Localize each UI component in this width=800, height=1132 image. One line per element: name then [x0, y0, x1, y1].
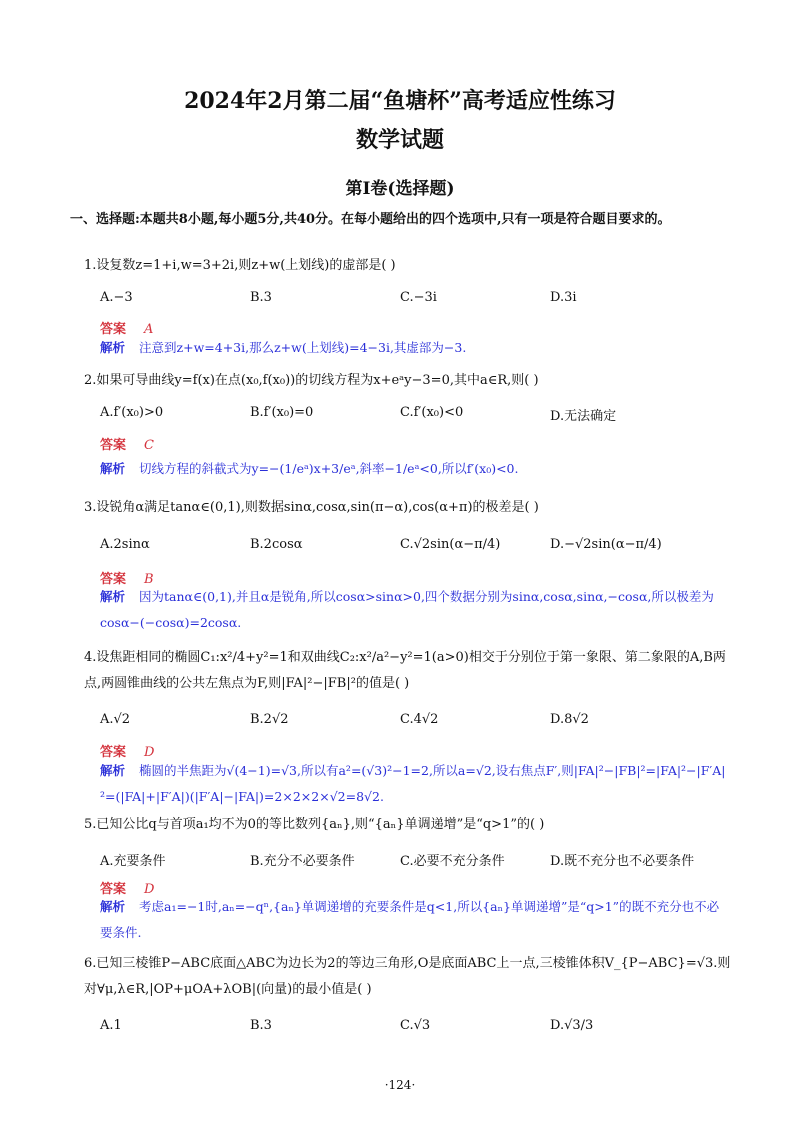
question-4-stem: 4.设焦距相同的椭圆C₁:x²/4+y²=1和双曲线C₂:x²/a²−y²=1(a>0)相交于分别位于第一象限、第二象限的A,B两点,两圆锥曲线的公共左焦点为F,则|FA|²−|FB|²的值是( ) — [84, 650, 726, 691]
explanation-text: 因为tanα∈(0,1),并且α是锐角,所以cosα>sinα>0,四个数据分别为sinα,cosα,sinα,−cosα,所以极差为cosα−(−cosα)=2cosα. — [100, 589, 714, 630]
option-b: B.3 — [250, 1018, 272, 1033]
option-a: A.2sinα — [100, 537, 150, 552]
explanation-label: 解析 — [100, 899, 126, 914]
option-b: B.充分不必要条件 — [250, 854, 355, 869]
question-2-answer — [100, 434, 154, 453]
question-6-stem: 6.已知三棱锥P−ABC底面△ABC为边长为2的等边三角形,O是底面ABC上一点,三棱锥体积V_{P−ABC}=√3.则对∀μ,λ∈R,|OP+μOA+λOB|(向量)的最小值是( ) — [84, 956, 731, 997]
answer-label: 答案 — [100, 882, 127, 897]
answer-label: 答案 — [100, 322, 127, 337]
exam-subtitle: 数学试题 — [355, 127, 444, 153]
question-3-explanation — [100, 584, 730, 636]
option-c: C.4√2 — [400, 712, 439, 727]
explanation-text: 注意到z+w=4+3i,那么z+w(上划线)=4−3i,其虚部为−3. — [139, 340, 467, 355]
option-d: D.8√2 — [550, 712, 589, 727]
question-5-explanation — [100, 894, 730, 946]
explanation-label: 解析 — [100, 763, 126, 778]
answer-value: D — [144, 745, 155, 760]
answer-value: D — [144, 882, 155, 897]
question-2-stem: 2.如果可导曲线y=f(x)在点(x₀,f(x₀))的切线方程为x+eᵃy−3=0,其中a∈R,则( ) — [84, 373, 539, 388]
answer-value: B — [144, 572, 154, 587]
question-4-explanation — [100, 758, 730, 810]
part-heading: 第Ⅰ卷(选择题) — [345, 179, 455, 199]
answer-value: A — [144, 322, 154, 337]
option-d: D.无法确定 — [550, 409, 617, 424]
explanation-text: 切线方程的斜截式为y=−(1/eᵃ)x+3/eᵃ,斜率−1/eᵃ<0,所以f′(x₀)<0. — [139, 461, 519, 476]
option-d: D.3i — [550, 290, 577, 305]
option-a: A.f′(x₀)>0 — [100, 405, 164, 420]
question-2-explanation — [100, 456, 730, 482]
answer-label: 答案 — [100, 438, 127, 453]
option-c: C.f′(x₀)<0 — [400, 405, 464, 420]
option-a: A.√2 — [100, 712, 131, 727]
option-c: C.−3i — [400, 290, 437, 305]
option-b: B.2√2 — [250, 712, 289, 727]
option-c: C.√2sin(α−π/4) — [400, 537, 501, 552]
option-b: B.f′(x₀)=0 — [250, 405, 314, 420]
question-3-stem: 3.设锐角α满足tanα∈(0,1),则数据sinα,cosα,sin(π−α),cos(α+π)的极差是( ) — [84, 500, 539, 515]
explanation-label: 解析 — [100, 589, 126, 604]
option-a: A.充要条件 — [100, 854, 166, 869]
answer-label: 答案 — [100, 745, 127, 760]
option-c: C.√3 — [400, 1018, 431, 1033]
explanation-text: 椭圆的半焦距为√(4−1)=√3,所以有a²=(√3)²−1=2,所以a=√2,设右焦点F′,则|FA|²−|FB|²=|FA|²−|F′A|²=(|FA|+|F′A|)(|F′A|−|FA|)=2×2×2×√2=8√2. — [100, 763, 726, 804]
option-d: D.既不充分也不必要条件 — [550, 854, 695, 869]
option-a: A.−3 — [100, 290, 133, 305]
option-a: A.1 — [100, 1018, 122, 1033]
question-1-explanation — [100, 335, 730, 361]
option-b: B.2cosα — [250, 537, 303, 552]
section-intro: 一、选择题:本题共8小题,每小题5分,共40分。在每小题给出的四个选项中,只有一项是符合题目要求的。 — [70, 212, 671, 227]
explanation-label: 解析 — [100, 461, 126, 476]
option-b: B.3 — [250, 290, 272, 305]
page-number: ·124· — [384, 1078, 416, 1092]
option-d: D.√3/3 — [550, 1018, 594, 1033]
exam-title: 2024年2月第二届“鱼塘杯”高考适应性练习 — [184, 88, 616, 114]
answer-label: 答案 — [100, 572, 127, 587]
explanation-text: 考虑a₁=−1时,aₙ=−qⁿ,{aₙ}单调递增的充要条件是q<1,所以{aₙ}单调递增”是“q>1”的既不充分也不必要条件. — [100, 899, 720, 940]
option-d: D.−√2sin(α−π/4) — [550, 537, 662, 552]
question-5-stem: 5.已知公比q与首项a₁均不为0的等比数列{aₙ},则“{aₙ}单调递增”是“q>1”的( ) — [84, 817, 545, 832]
explanation-label: 解析 — [100, 340, 126, 355]
option-c: C.必要不充分条件 — [400, 854, 505, 869]
answer-value: C — [144, 438, 154, 453]
question-1-stem: 1.设复数z=1+i,w=3+2i,则z+w(上划线)的虚部是( ) — [84, 258, 396, 273]
